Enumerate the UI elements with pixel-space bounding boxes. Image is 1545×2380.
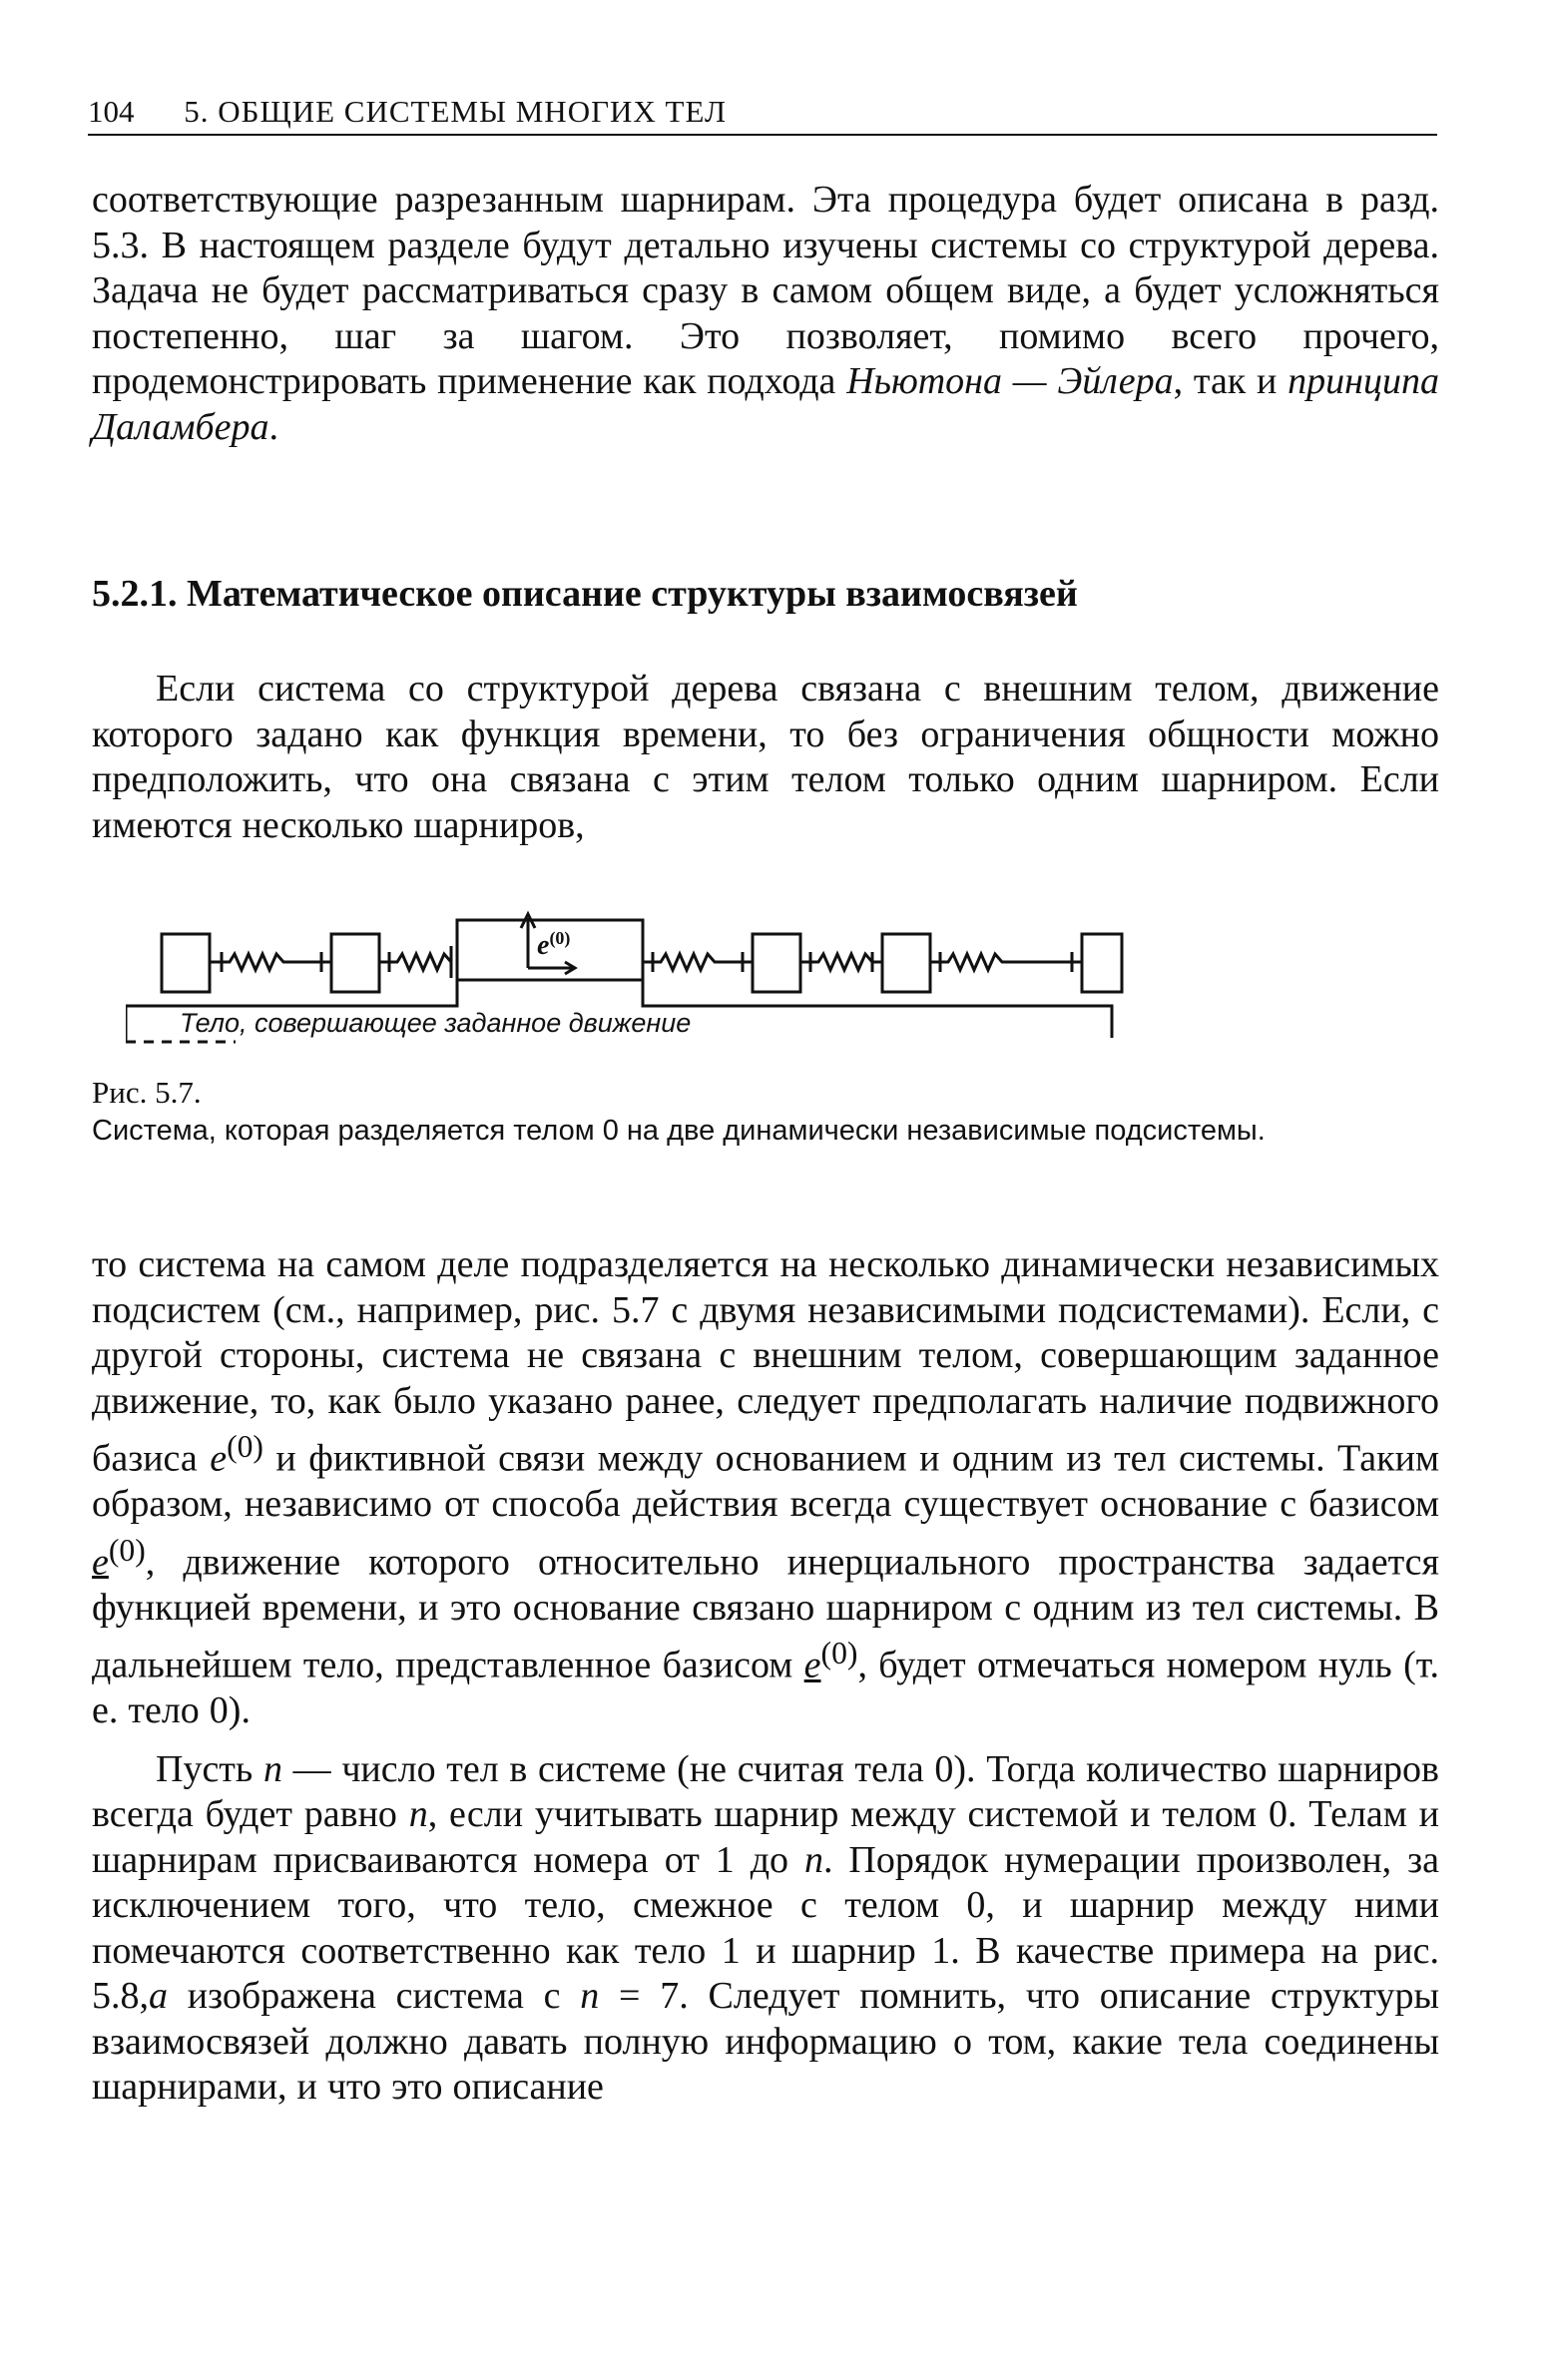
page-number: 104 bbox=[88, 94, 135, 129]
spring-3 bbox=[643, 952, 753, 972]
p2-text-b: и фиктивной связи между основанием и одним из тел системы. Таким образом, независимо от способа действия всегда существует основание с базисом bbox=[92, 1437, 1439, 1526]
p3-text-c: , если учитывать шарнир между системой и телом 0. Телам и шарнирам присваиваются номера от 1 до bbox=[92, 1793, 1439, 1881]
spring-1 bbox=[210, 952, 331, 972]
intro-text: соответствующие разрезанным шарнирам. Эта процедура будет описана в разд. 5.3. В настоящем разделе будут детально изучены системы со структурой дерева. Задача не будет рассматриваться сразу в самом общем виде, а будет усложняться постепенно, шаг за шагом. Это позволяет, помимо всего прочего, продемонстрировать применение как подхода bbox=[92, 179, 1439, 402]
p3-text-e: изображена система с bbox=[168, 1975, 581, 2018]
p3-text-b: — число тел в системе (не считая тела 0). Тогда количество шарниров всегда будет равно bbox=[92, 1747, 1439, 1836]
intro-paragraph-block bbox=[92, 178, 1439, 450]
paragraph-2 bbox=[92, 1242, 1439, 1734]
p2-text-c: , движение которого относительно инерциального пространства задается функцией времени, и это основание связано шарниром с одним из тел системы. В дальнейшем тело, представленное базисом bbox=[92, 1541, 1439, 1686]
caption-text: Система, которая разделяется телом 0 на две динамически независимые подсистемы. bbox=[92, 1115, 1266, 1147]
basis-superscript-1: (0) bbox=[227, 1429, 263, 1464]
figure-caption bbox=[92, 1076, 1439, 1148]
basis-superscript-3: (0) bbox=[820, 1636, 858, 1671]
section-running-title: 5. ОБЩИЕ СИСТЕМЫ МНОГИХ ТЕЛ bbox=[184, 94, 728, 129]
basis-symbol-1: e bbox=[210, 1437, 228, 1480]
moving-body-label: Тело, совершающее заданное движение bbox=[180, 1008, 692, 1038]
mass-1 bbox=[162, 934, 210, 992]
section-heading: 5.2.1. Математическое описание структуры взаимосвязей bbox=[92, 573, 1078, 615]
newton-euler-term: Ньютона — Эйлера bbox=[846, 360, 1174, 402]
p3-text-f: = 7. Следует помнить, что описание структуры взаимосвязей должно давать полную информацию о том, какие тела соединены шарнирами, и что это описание bbox=[92, 1975, 1439, 2109]
p2-text-a: то система на самом деле подразделяется на несколько динамически независимых подсистем (см., например, рис. 5.7 с двумя независимыми подсистемами). Если, с другой стороны, система не связана с внешним телом, совершающим заданное движение, то, как было указано ранее, следует предполагать наличие подвижного базиса bbox=[92, 1243, 1439, 1480]
main-paragraph-block bbox=[92, 1242, 1439, 2111]
spring-mass-diagram bbox=[126, 894, 1124, 1064]
intro-end: . bbox=[268, 405, 278, 448]
dalembert-term: принципа Даламбера bbox=[92, 360, 1439, 448]
basis-label: $e^{(0)}$ bbox=[537, 928, 571, 961]
p3-text-a: Пусть bbox=[156, 1747, 263, 1790]
intro-paragraph bbox=[92, 178, 1439, 450]
running-head bbox=[88, 92, 1435, 132]
mass-2 bbox=[331, 934, 379, 992]
subfigure-letter: а bbox=[149, 1975, 168, 2018]
var-n-2: n bbox=[408, 1793, 428, 1836]
p3-text-d: . Порядок нумерации произволен, за исключением того, что тело, смежное с телом 0, и шарнир между ними помечаются соответственно как тело 1 и шарнир 1. В качестве примера на рис. 5.8, bbox=[92, 1838, 1439, 2018]
spring-5 bbox=[930, 952, 1082, 972]
mass-3 bbox=[753, 934, 800, 992]
var-n-4: n bbox=[580, 1975, 600, 2018]
caption-label: Рис. 5.7. bbox=[92, 1075, 202, 1110]
header-rule bbox=[88, 134, 1437, 136]
basis-symbol-3: e bbox=[803, 1644, 821, 1686]
figure-5-7 bbox=[126, 894, 1124, 1064]
var-n-3: n bbox=[803, 1838, 823, 1881]
section-paragraph-1: Если система со структурой дерева связана с внешним телом, движение которого задано как функция времени, то без ограничения общности можно предположить, что она связана с этим телом только одним шарниром. Если имеются несколько шарниров, bbox=[92, 668, 1439, 846]
spring-4 bbox=[800, 952, 882, 972]
paragraph-3 bbox=[92, 1747, 1439, 2111]
section-paragraph-block bbox=[92, 667, 1439, 848]
mass-4 bbox=[882, 934, 930, 992]
basis-symbol-2: e bbox=[92, 1541, 109, 1584]
p2-text-d: , будет отмечаться номером нуль (т. е. тело 0). bbox=[92, 1644, 1440, 1732]
mass-5 bbox=[1082, 934, 1122, 992]
intro-mid: , так и bbox=[1173, 360, 1288, 402]
var-n-1: n bbox=[262, 1747, 282, 1790]
spring-2 bbox=[379, 946, 451, 978]
basis-superscript-2: (0) bbox=[108, 1532, 146, 1568]
